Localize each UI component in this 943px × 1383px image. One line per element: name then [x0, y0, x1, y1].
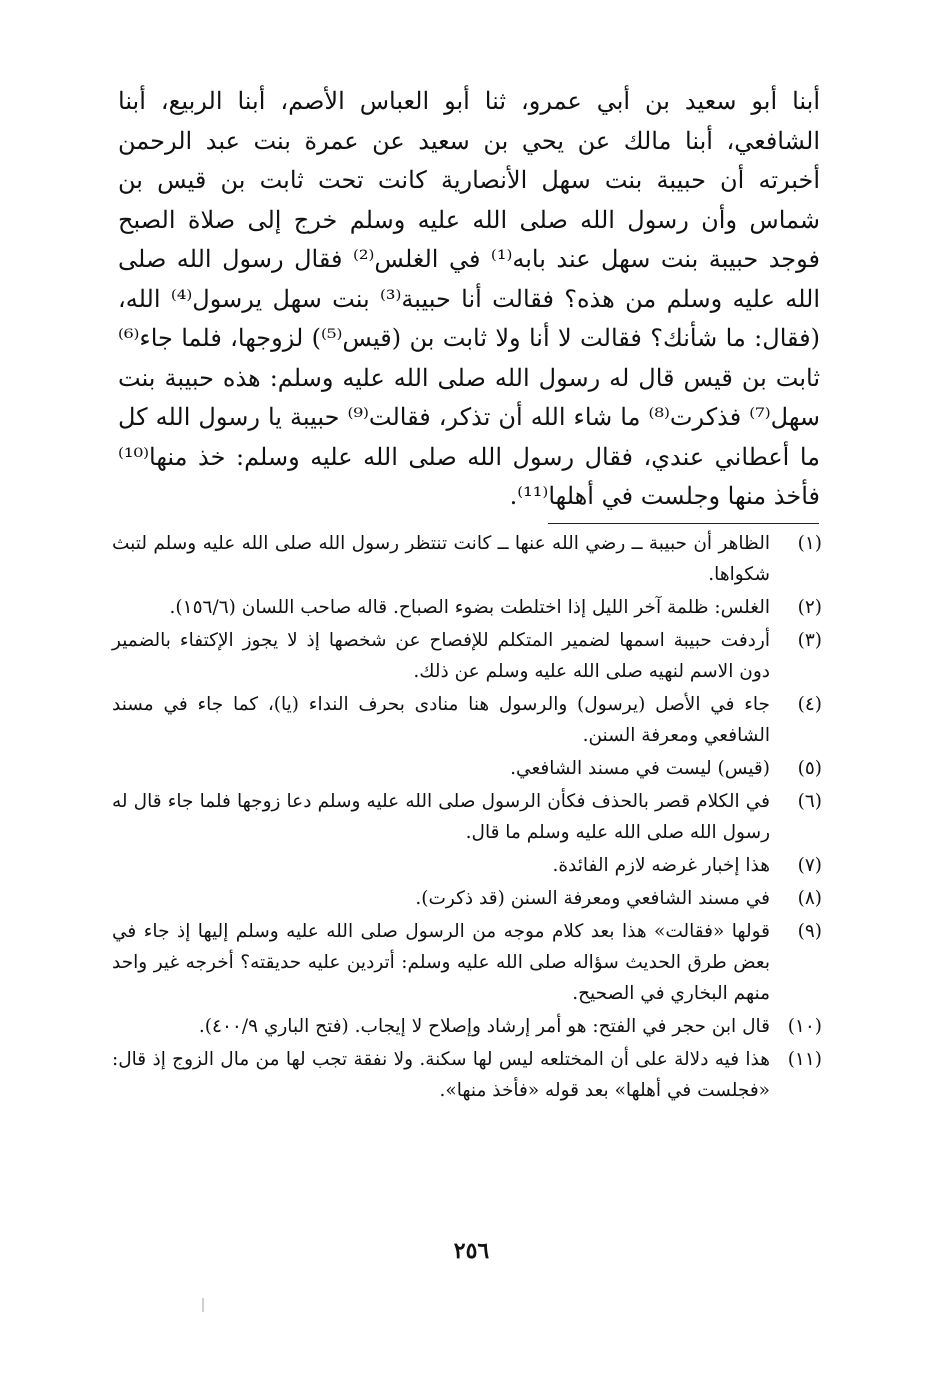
scan-mark [202, 1298, 204, 1312]
footnote-text: في الكلام قصر بالحذف فكأن الرسول صلى الله عليه وسلم دعا زوجها فلما جاء قال له رسول الله صلى الله عليه وسلم ما قال. [112, 791, 770, 843]
footnote-11 [112, 1044, 822, 1106]
footnote-divider [548, 523, 819, 524]
footnote-text: الظاهر أن حبيبة ــ رضي الله عنها ــ كانت تنتظر رسول الله صلى الله عليه وسلم لتبث شكواها. [112, 533, 770, 585]
footnote-9 [112, 916, 822, 1009]
footnote-number: (١٠) [787, 1016, 822, 1037]
footnote-number: (٣) [797, 630, 822, 651]
footnote-number: (٢) [797, 597, 822, 618]
footnote-number: (٥) [797, 758, 822, 779]
footnote-number: (٧) [797, 855, 822, 876]
footnote-text: قال ابن حجر في الفتح: هو أمر إرشاد وإصلاح لا إيجاب. (فتح الباري ٤٠٠/٩). [198, 1016, 770, 1037]
footnote-number: (٩) [797, 921, 822, 942]
footnote-8 [112, 883, 822, 914]
footnote-text: هذا إخبار غرضه لازم الفائدة. [552, 855, 770, 876]
footnote-1 [112, 528, 822, 590]
footnote-10 [112, 1011, 822, 1042]
footnote-number: (٤) [797, 694, 822, 715]
footnote-number: (١) [797, 533, 822, 554]
footnote-7 [112, 850, 822, 881]
footnote-number: (١١) [787, 1049, 822, 1070]
footnote-text: (قيس) ليست في مسند الشافعي. [510, 758, 770, 779]
footnote-text: في مسند الشافعي ومعرفة السنن (قد ذكرت). [415, 888, 770, 909]
footnote-text: الغلس: ظلمة آخر الليل إذا اختلطت بضوء الصباح. قاله صاحب اللسان (١٥٦/٦). [169, 597, 770, 618]
footnote-text: جاء في الأصل (يرسول) والرسول هنا منادى بحرف النداء (يا)، كما جاء في مسند الشافعي ومعرفة السنن. [112, 694, 770, 746]
footnote-4 [112, 689, 822, 751]
footnote-text: أردفت حبيبة اسمها لضمير المتكلم للإفصاح عن شخصها إذ لا يجوز الإكتفاء بالضمير دون الاسم لنهيه صلى الله عليه وسلم عن ذلك. [112, 630, 770, 682]
footnote-2 [112, 592, 822, 623]
footnote-text: قولها «فقالت» هذا بعد كلام موجه من الرسول صلى الله عليه وسلم إليها إذ جاء في بعض طرق الحديث سؤاله صلى الله عليه وسلم: أتردين عليه حديقته؟ أخرجه غير واحد منهم البخاري في الصحيح. [112, 921, 770, 1004]
footnote-3 [112, 625, 822, 687]
footnote-6 [112, 786, 822, 848]
footnotes-section [112, 528, 822, 1108]
footnote-5 [112, 753, 822, 784]
footnote-number: (٨) [797, 888, 822, 909]
footnote-number: (٦) [797, 791, 822, 812]
main-text-block [118, 82, 820, 517]
hadith-paragraph: أبنا أبو سعيد بن أبي عمرو، ثنا أبو العباس الأصم، أبنا الربيع، أبنا الشافعي، أبنا مالك عن يحي بن سعيد عن عمرة بنت عبد الرحمن أخبرته أن حبيبة بنت سهل الأنصارية كانت تحت ثابت بن قيس بن شماس وأن رسول الله صلى الله عليه وسلم خرج إلى صلاة الصبح فوجد حبيبة بنت سهل عند بابه⁽¹⁾ في الغلس⁽²⁾ فقال رسول الله صلى الله عليه وسلم من هذه؟ فقالت أنا حبيبة⁽³⁾ بنت سهل يرسول⁽⁴⁾ الله، (فقال: ما شأنك؟ فقالت لا أنا ولا ثابت بن (قيس⁽⁵⁾) لزوجها، فلما جاء⁽⁶⁾ ثابت بن قيس قال له رسول الله صلى الله عليه وسلم: هذه حبيبة بنت سهل⁽⁷⁾ فذكرت⁽⁸⁾ ما شاء الله أن تذكر، فقالت⁽⁹⁾ حبيبة يا رسول الله كل ما أعطاني عندي، فقال رسول الله صلى الله عليه وسلم: خذ منها⁽¹⁰⁾ فأخذ منها وجلست في أهلها⁽¹¹⁾. [118, 87, 821, 510]
page-number: ٢٥٦ [453, 1238, 490, 1264]
footnote-text: هذا فيه دلالة على أن المختلعه ليس لها سكنة. ولا نفقة تجب لها من مال الزوج إذ قال: «فجلست في أهلها» بعد قوله «فأخذ منها». [112, 1049, 770, 1101]
